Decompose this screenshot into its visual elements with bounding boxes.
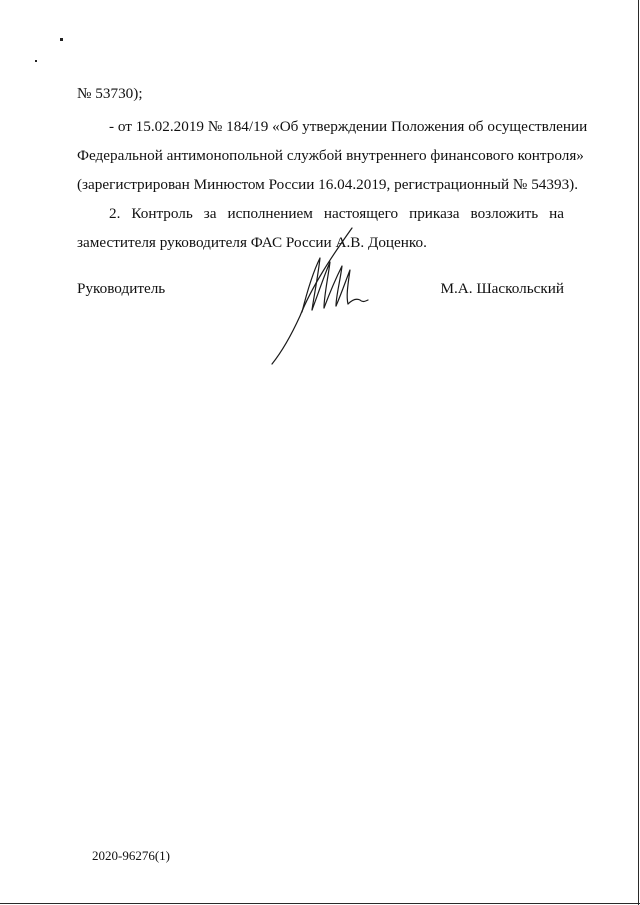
body-line: Федеральной антимонопольной службой внутреннего финансового контроля» — [77, 147, 584, 164]
body-line: заместителя руководителя ФАС России А.В. Доценко. — [77, 234, 427, 251]
document-registration-id: 2020-96276(1) — [92, 848, 170, 863]
scan-speck — [60, 38, 63, 41]
body-line: 2. Контроль за исполнением настоящего приказа возложить на — [109, 205, 564, 222]
signatory-name: М.А. Шаскольский — [440, 280, 564, 297]
signatory-title: Руководитель — [77, 280, 166, 297]
body-line: (зарегистрирован Минюстом России 16.04.2019, регистрационный № 54393). — [77, 176, 579, 193]
scan-speck — [35, 60, 37, 62]
scan-edge-bottom — [0, 903, 640, 904]
handwritten-signature — [262, 226, 372, 366]
body-line: - от 15.02.2019 № 184/19 «Об утверждении Положения об осуществлении — [109, 118, 588, 135]
body-line: № 53730); — [77, 85, 143, 102]
scan-edge-right — [638, 0, 639, 905]
